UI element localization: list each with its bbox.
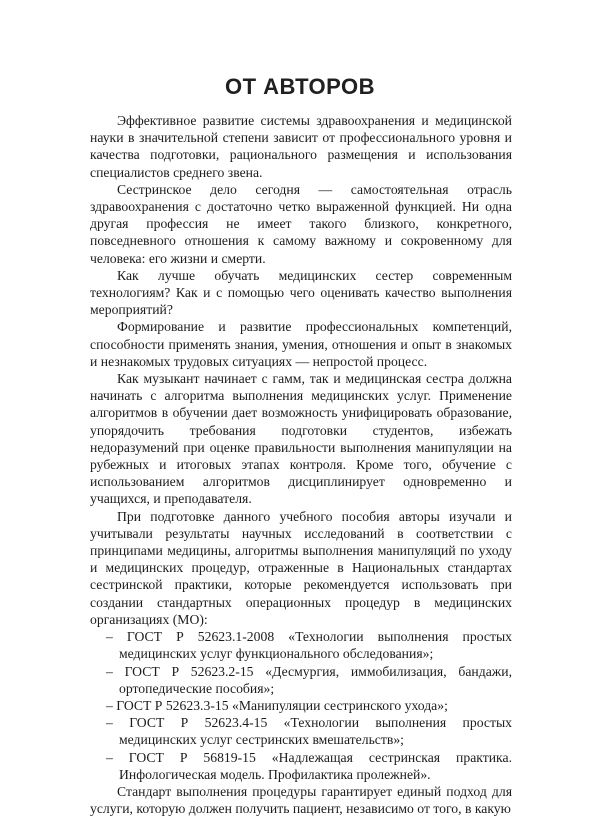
paragraph: Эффективное развитие системы здравоохранения и медицинской науки в значительной степени зависит от профессионального уровня и качества подготовки, рационального размещения и использования специалистов среднего звена. <box>90 113 512 180</box>
standard-item: – ГОСТ Р 52623.4-15 «Технологии выполнения простых медицинских услуг сестринских вмешательств»; <box>106 715 512 748</box>
paragraph: Сестринское дело сегодня — самостоятельная отрасль здравоохранения с достаточно четко выраженной функцией. Ни одна другая профессия не имеет такого близкого, конкретного, повседневного отношения к самому важному и сокровенному для человека: его жизни и смерти. <box>90 181 512 266</box>
standard-item: – ГОСТ Р 52623.2-15 «Десмургия, иммобилизация, бандажи, ортопедические пособия»; <box>106 663 512 696</box>
body-text <box>90 112 512 817</box>
page-title: ОТ АВТОРОВ <box>225 74 375 99</box>
paragraph-closing: Стандарт выполнения процедуры гарантирует единый подход для услуги, которую должен получить пациент, независимо от того, в какую <box>90 783 512 817</box>
standard-item: – ГОСТ Р 52623.1-2008 «Технологии выполнения простых медицинских услуг функционального обследования»; <box>106 629 512 662</box>
paragraph: Как музыкант начинает с гамм, так и медицинская сестра должна начинать с алгоритма выполнения медицинских услуг. Применение алгоритмов в обучении дает возможность унифицировать образование, упорядочить требования подготовки студентов, избежать недоразумений при оценке правильности выполнения манипуляции на рубежных и итоговых этапах контроля. Кроме того, обучение с использованием алгоритмов дисциплинирует одновременно и учащихся, и преподавателя. <box>90 371 512 507</box>
standards-list <box>90 628 512 783</box>
paragraph: Как лучше обучать медицинских сестер современным технологиям? Как и с помощью чего оценивать качество выполнения мероприятий? <box>90 267 512 318</box>
standard-item: – ГОСТ Р 56819-15 «Надлежащая сестринская практика. Инфологическая модель. Профилактика пролежней». <box>106 749 512 782</box>
standard-item: – ГОСТ Р 52623.3-15 «Манипуляции сестринского ухода»; <box>106 697 448 713</box>
paragraph: При подготовке данного учебного пособия авторы изучали и учитывали результаты научных исследований в соответствии с принципами медицины, алгоритмы выполнения манипуляций по уходу и медицинских процедур, отраженные в Национальных стандартах сестринской практики, которые рекомендуется использовать при создании стандартных операционных процедур в медицинских организациях (МО): <box>90 508 512 627</box>
paragraph: Формирование и развитие профессиональных компетенций, способности применять знания, умения, отношения и опыт в знакомых и незнакомых трудовых ситуациях — непростой процесс. <box>90 319 512 369</box>
